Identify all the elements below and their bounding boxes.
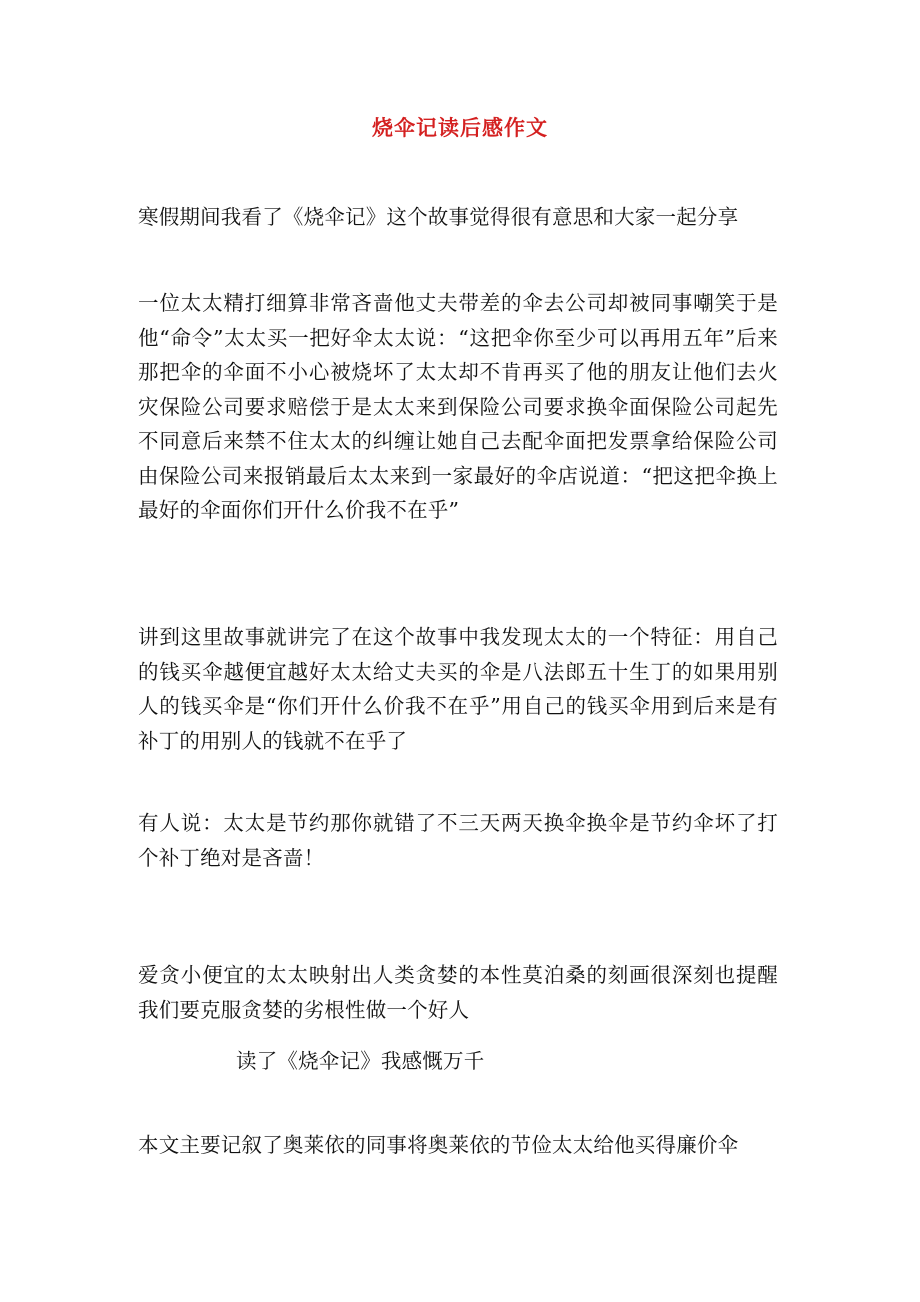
paragraph-intro: 寒假期间我看了《烧伞记》这个故事觉得很有意思和大家一起分享 — [138, 205, 739, 229]
document-title: 烧伞记读后感作文 — [372, 115, 548, 140]
subheading: 读了《烧伞记》我感慨万千 — [236, 1049, 485, 1073]
paragraph-story: 一位太太精打细算非常吝啬他丈夫带差的伞去公司却被同事嘲笑于是他“命令”太太买一把好伞太太说：“这把伞你至少可以再用五年”后来那把伞的伞面不小心被烧坏了太太却不肯再买了他的朋友让他们去火灾保险公司要求赔偿于是太太来到保险公司要求换伞面保险公司起先不同意后来禁不住太太的纠缠让她自己去配伞面把发票拿给保险公司由保险公司来报销最后太太来到一家最好的伞店说道：“把这把伞换上最好的伞面你们开什么价我不在乎” — [138, 291, 778, 522]
paragraph-analysis: 讲到这里故事就讲完了在这个故事中我发现太太的一个特征：用自己的钱买伞越便宜越好太太给丈夫买的伞是八法郎五十生丁的如果用别人的钱买伞是“你们开什么价我不在乎”用自己的钱买伞用到后来是有补丁的用别人的钱就不在乎了 — [138, 625, 778, 753]
paragraph-conclusion: 爱贪小便宜的太太映射出人类贪婪的本性莫泊桑的刻画很深刻也提醒我们要克服贪婪的劣根性做一个好人 — [138, 963, 778, 1022]
paragraph-opinion: 有人说：太太是节约那你就错了不三天两天换伞换伞是节约伞坏了打个补丁绝对是吝啬！ — [138, 811, 778, 870]
paragraph-closing: 本文主要记叙了奥莱依的同事将奥莱依的节俭太太给他买得廉价伞 — [138, 1133, 739, 1157]
